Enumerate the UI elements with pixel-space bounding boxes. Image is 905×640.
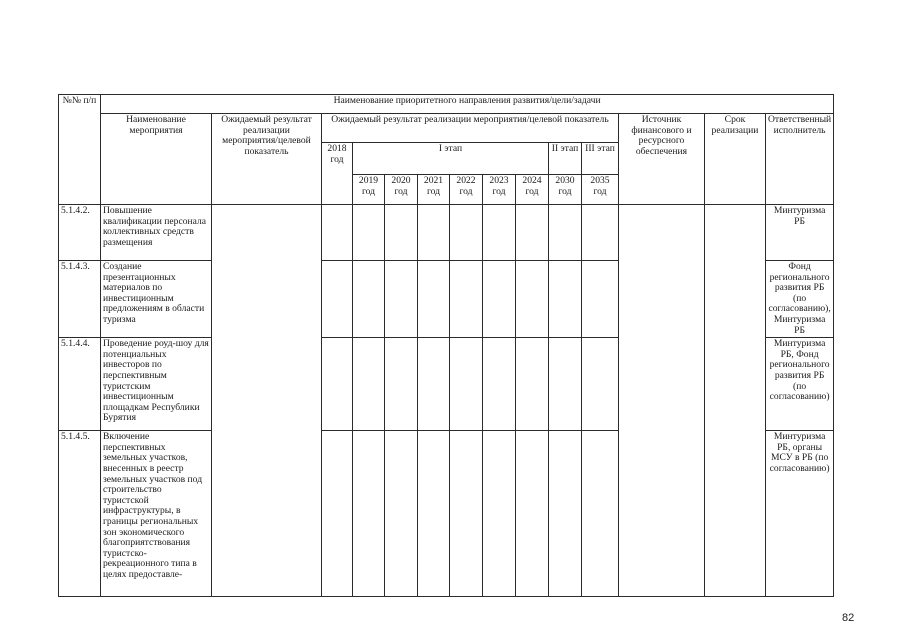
cell-2023	[483, 338, 516, 431]
cell-2035	[582, 205, 619, 261]
row-number: 5.1.4.5.	[59, 431, 101, 597]
cell-2019	[353, 431, 385, 597]
cell-2021	[418, 338, 450, 431]
header-term: Срок реализации	[705, 114, 766, 205]
header-year-2020: 2020 год	[385, 175, 418, 205]
cell-2021	[418, 205, 450, 261]
cell-2035	[582, 431, 619, 597]
header-priority-title: Наименование приоритетного направления развития/цели/задачи	[101, 95, 834, 114]
header-stage-3: III этап	[582, 143, 619, 175]
header-source: Источник финансового и ресурсного обеспечения	[619, 114, 705, 205]
header-year-2035: 2035 год	[582, 175, 619, 205]
cell-2022	[450, 205, 483, 261]
term-cell	[705, 205, 766, 597]
header-num: №№ п/п	[59, 95, 101, 205]
row-measure-name: Создание презентационных материалов по инвестиционным предложениям в области туризма	[101, 261, 212, 338]
row-responsible: Минтуризма РБ, Фонд регионального развития РБ (по согласованию)	[766, 338, 834, 431]
header-year-2030: 2030 год	[549, 175, 582, 205]
cell-2024	[516, 338, 549, 431]
expected-result-cell	[212, 205, 322, 597]
header-expected-by-year: Ожидаемый результат реализации мероприятия/целевой показатель	[322, 114, 619, 143]
cell-2018	[322, 261, 353, 338]
row-responsible: Минтуризма РБ, органы МСУ в РБ (по согласованию)	[766, 431, 834, 597]
row-measure-name: Проведение роуд-шоу для потенциальных инвесторов по перспективным туристским инвестиционным площадкам Республики Бурятия	[101, 338, 212, 431]
row-measure-name: Повышение квалификации персонала коллективных средств размещения	[101, 205, 212, 261]
header-year-2024: 2024 год	[516, 175, 549, 205]
plan-table	[58, 94, 834, 597]
header-year-2022: 2022 год	[450, 175, 483, 205]
table-row	[59, 205, 834, 261]
header-expected-result: Ожидаемый результат реализации мероприятия/целевой показатель	[212, 114, 322, 205]
cell-2018	[322, 205, 353, 261]
cell-2035	[582, 338, 619, 431]
header-year-2019: 2019 год	[353, 175, 385, 205]
row-number: 5.1.4.3.	[59, 261, 101, 338]
cell-2024	[516, 261, 549, 338]
cell-2019	[353, 205, 385, 261]
cell-2024	[516, 431, 549, 597]
cell-2018	[322, 431, 353, 597]
cell-2030	[549, 338, 582, 431]
cell-2023	[483, 431, 516, 597]
cell-2022	[450, 431, 483, 597]
cell-2020	[385, 431, 418, 597]
row-number: 5.1.4.4.	[59, 338, 101, 431]
header-year-2018: 2018 год	[322, 143, 353, 205]
header-year-2021: 2021 год	[418, 175, 450, 205]
row-number: 5.1.4.2.	[59, 205, 101, 261]
page-number: 82	[842, 612, 855, 624]
header-stage-1: I этап	[353, 143, 549, 175]
source-cell	[619, 205, 705, 597]
cell-2023	[483, 205, 516, 261]
header-measure-name: Наименование мероприятия	[101, 114, 212, 205]
header-year-2023: 2023 год	[483, 175, 516, 205]
cell-2022	[450, 261, 483, 338]
row-responsible: Минтуризма РБ	[766, 205, 834, 261]
cell-2022	[450, 338, 483, 431]
header-responsible: Ответственный исполнитель	[766, 114, 834, 205]
cell-2023	[483, 261, 516, 338]
cell-2020	[385, 261, 418, 338]
header-stage-2: II этап	[549, 143, 582, 175]
cell-2035	[582, 261, 619, 338]
row-responsible: Фонд регионального развития РБ (по согласованию), Минтуризма РБ	[766, 261, 834, 338]
cell-2030	[549, 261, 582, 338]
cell-2018	[322, 338, 353, 431]
row-measure-name: Включение перспективных земельных участков, внесенных в реестр земельных участков под строительство туристской инфраструктуры, в границы региональных зон экономического благоприятствования туристско-рекреационного типа в целях предоставле-	[101, 431, 212, 597]
cell-2020	[385, 205, 418, 261]
cell-2019	[353, 261, 385, 338]
cell-2021	[418, 261, 450, 338]
cell-2030	[549, 205, 582, 261]
cell-2024	[516, 205, 549, 261]
cell-2020	[385, 338, 418, 431]
cell-2030	[549, 431, 582, 597]
cell-2019	[353, 338, 385, 431]
cell-2021	[418, 431, 450, 597]
